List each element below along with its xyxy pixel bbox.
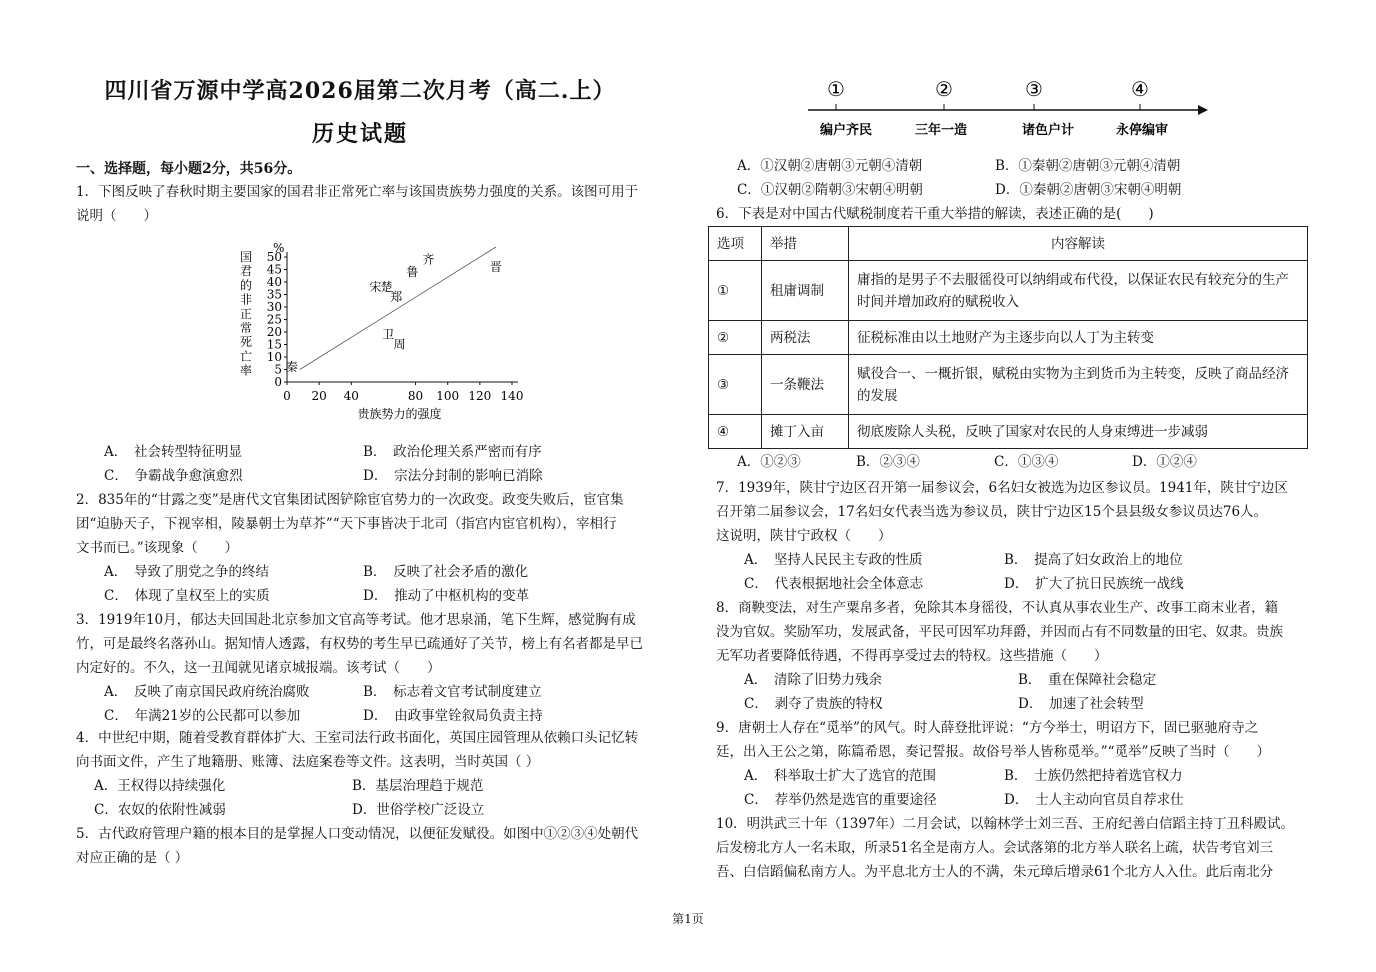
interpretation-line: 的发展 bbox=[857, 387, 898, 404]
y-tick-label: 50 bbox=[266, 250, 282, 264]
q2-option-c[interactable]: C． 体现了皇权至上的实质 bbox=[104, 588, 270, 604]
table-cell-option: ② bbox=[709, 321, 762, 355]
timeline-arrowhead bbox=[1198, 105, 1208, 115]
q8-stem-line3: 无军功者要降低待遇，不得再享受过去的特权。这些措施（ ） bbox=[716, 648, 1108, 664]
x-tick-label: 40 bbox=[343, 389, 359, 403]
y-axis-label-char: 死 bbox=[239, 335, 253, 350]
table-cell-interpretation: 征税标准由以土地财产为主逐步向以人丁为主转变 bbox=[849, 321, 1308, 355]
q2-stem-line1: 2．835年的“甘露之变”是唐代文官集团试图铲除宦官势力的一次政变。政变失败后，宦官集 bbox=[76, 492, 624, 508]
y-tick-label: 25 bbox=[266, 312, 282, 327]
q6-stem: 6．下表是对中国古代赋税制度若干重大举措的解读，表述正确的是( ) bbox=[716, 206, 1154, 222]
point-label-秦: 秦 bbox=[285, 360, 298, 374]
q2-option-d[interactable]: D． 推动了中枢机构的变革 bbox=[363, 588, 530, 604]
table-cell-option: ④ bbox=[709, 415, 762, 449]
timeline-num-2: ② bbox=[935, 77, 953, 101]
q3-option-b[interactable]: B． 标志着文官考试制度建立 bbox=[363, 684, 542, 700]
q5-option-c[interactable]: C．①汉朝②隋朝③宋朝④明朝 bbox=[737, 182, 923, 198]
q7-option-b[interactable]: B． 提高了妇女政治上的地位 bbox=[1004, 552, 1183, 568]
q7-option-c[interactable]: C． 代表根据地社会全体意志 bbox=[744, 576, 924, 592]
table-cell-option: ① bbox=[709, 261, 762, 321]
point-label-周: 周 bbox=[393, 337, 406, 352]
x-axis-label: 贵族势力的强度 bbox=[357, 407, 442, 421]
x-tick-label: 80 bbox=[407, 389, 424, 403]
y-tick-label: 0 bbox=[274, 375, 282, 389]
y-axis-label-char: 正 bbox=[239, 306, 253, 321]
q8-option-b[interactable]: B． 重在保障社会稳定 bbox=[1018, 672, 1157, 688]
q9-option-d[interactable]: D． 士人主动向官员自荐求仕 bbox=[1004, 792, 1184, 808]
q3-option-d[interactable]: D． 由政事堂铨叙局负责主持 bbox=[363, 708, 543, 724]
table-row bbox=[709, 355, 1308, 415]
y-axis-label-char: 国 bbox=[239, 250, 253, 264]
table-cell-interpretation bbox=[849, 261, 1308, 321]
y-tick-label: 5 bbox=[274, 362, 282, 377]
timeline-node-4 bbox=[1116, 77, 1168, 138]
q10-stem-line2: 后发榜北方人一名未取，所录51名全是南方人。会试落第的北方举人联名上疏，状告考官刘三 bbox=[716, 840, 1274, 856]
q6-option-a[interactable]: A．①②③ bbox=[737, 454, 801, 470]
table-cell-option: ③ bbox=[709, 355, 762, 415]
table-header-interpretation: 内容解读 bbox=[849, 227, 1308, 261]
table-row bbox=[709, 415, 1308, 449]
section-heading: 一、选择题，每小题2分，共56分。 bbox=[76, 161, 302, 177]
q4-option-d[interactable]: D．世俗学校广泛设立 bbox=[352, 802, 485, 818]
point-label-卫: 卫 bbox=[382, 327, 395, 342]
point-label-齐: 齐 bbox=[422, 252, 435, 267]
q6-option-d[interactable]: D．①②④ bbox=[1132, 454, 1197, 470]
q1-stem-line1: 1．下图反映了春秋时期主要国家的国君非正常死亡率与该国贵族势力强度的关系。该图可用于 bbox=[76, 184, 639, 200]
table-cell-interpretation: 彻底废除人头税，反映了国家对农民的人身束缚进一步减弱 bbox=[849, 415, 1308, 449]
q5-stem-line2: 对应正确的是（ ） bbox=[76, 850, 189, 866]
q9-stem-line1: 9．唐朝士人存在“觅举”的风气。时人薛登批评说：“方今举士，明诏方下，固已驱驰府寺之 bbox=[716, 720, 1259, 736]
y-unit-label: % bbox=[273, 241, 285, 255]
q4-stem-line2: 向书面文件，产生了地籍册、账簿、法庭案卷等文件。这表明，当时英国（ ） bbox=[76, 754, 540, 770]
q2-stem-line3: 文书而已。”该现象（ ） bbox=[76, 540, 239, 556]
q5-option-a[interactable]: A．①汉朝②唐朝③元朝④清朝 bbox=[737, 158, 923, 174]
timeline-label-2: 三年一造 bbox=[914, 123, 968, 138]
y-tick-label: 20 bbox=[266, 325, 282, 339]
q5-timeline bbox=[800, 74, 1220, 144]
table-header-measure: 举措 bbox=[762, 227, 849, 261]
interpretation-line: 时间并增加政府的赋税收入 bbox=[857, 293, 1019, 310]
timeline-node-3 bbox=[1022, 77, 1074, 138]
table-cell-measure: 租庸调制 bbox=[762, 261, 849, 321]
q7-stem-line3: 这说明，陕甘宁政权（ ） bbox=[716, 528, 892, 544]
q6-table bbox=[708, 226, 1308, 449]
q1-scatter-chart bbox=[232, 232, 532, 432]
timeline-node-1 bbox=[820, 77, 872, 138]
table-cell-measure: 两税法 bbox=[762, 321, 849, 355]
q1-option-d[interactable]: D． 宗法分封制的影响已消除 bbox=[363, 468, 543, 484]
y-tick-label: 35 bbox=[266, 287, 282, 302]
q2-stem-line2: 团“迫胁天子，下视宰相，陵暴朝士为草芥”“天下事皆决于北司（指宫内宦官机构），宰相行 bbox=[76, 516, 617, 532]
q4-option-c[interactable]: C．农奴的依附性减弱 bbox=[94, 802, 226, 818]
table-cell-interpretation bbox=[849, 355, 1308, 415]
table-cell-measure: 摊丁入亩 bbox=[762, 415, 849, 449]
y-axis-label-char: 君 bbox=[239, 264, 253, 279]
point-label-郑: 郑 bbox=[390, 290, 403, 304]
exam-title: 四川省万源中学高2026届第二次月考（高二.上） bbox=[104, 78, 616, 104]
q3-option-a[interactable]: A． 反映了南京国民政府统治腐败 bbox=[104, 684, 310, 700]
interpretation-line: 赋役合一、一概折银，赋税由实物为主到货币为主转变，反映了商品经济 bbox=[857, 365, 1289, 382]
q6-option-b[interactable]: B．②③④ bbox=[856, 454, 920, 470]
y-tick-label: 15 bbox=[266, 337, 282, 352]
q3-stem-line1: 3．1919年10月，郁达夫回国赴北京参加文官高等考试。他才思泉涌，笔下生辉，感觉胸有成 bbox=[76, 612, 636, 628]
y-axis-label-char: 率 bbox=[239, 363, 253, 378]
q9-option-c[interactable]: C． 荐举仍然是选官的重要途径 bbox=[744, 792, 937, 808]
q4-option-a[interactable]: A．王权得以持续强化 bbox=[94, 778, 226, 794]
q4-stem-line1: 4．中世纪中期，随着受教育群体扩大、王室司法行政书面化，英国庄园管理从依赖口头记忆转 bbox=[76, 730, 639, 746]
timeline-label-4: 永停编审 bbox=[1115, 123, 1169, 138]
q8-option-d[interactable]: D． 加速了社会转型 bbox=[1018, 696, 1144, 712]
q7-option-a[interactable]: A． 坚持人民民主专政的性质 bbox=[744, 552, 923, 568]
q7-stem-line2: 召开第二届参议会，17名妇女代表当选为参议员，陕甘宁边区15个县县级女参议员达76人。 bbox=[716, 504, 1268, 520]
timeline-label-3: 诸色户计 bbox=[1021, 123, 1075, 138]
q1-stem-line2: 说明（ ） bbox=[76, 208, 157, 224]
y-tick-label: 40 bbox=[266, 275, 282, 289]
q3-stem-line3: 内定好的。不久，这一丑闻就见诸京城报端。该考试（ ） bbox=[76, 660, 441, 676]
timeline-num-3: ③ bbox=[1025, 77, 1043, 101]
q9-stem-line2: 廷，出入王公之第，陈篇希恩，奏记誓报。故俗号举人皆称觅举。”“觅举”反映了当时（ ） bbox=[716, 744, 1270, 760]
q7-stem-line1: 7．1939年，陕甘宁边区召开第一届参议会，6名妇女被选为边区参议员。1941年，陕甘宁边区 bbox=[716, 480, 1288, 496]
q1-option-c[interactable]: C． 争霸战争愈演愈烈 bbox=[104, 468, 243, 484]
q3-stem-line2: 竹，可是最终名落孙山。据知情人透露，有权势的考生早已疏通好了关节，榜上有名者都是早已 bbox=[76, 636, 643, 652]
timeline-num-4: ④ bbox=[1131, 77, 1149, 101]
point-label-楚: 楚 bbox=[380, 280, 393, 294]
q2-option-b[interactable]: B． 反映了社会矛盾的激化 bbox=[363, 564, 529, 580]
y-tick-label: 30 bbox=[266, 300, 282, 314]
y-tick-label: 10 bbox=[266, 350, 282, 364]
interpretation-line: 庸指的是男子不去服徭役可以纳绢或布代役，以保证农民有较充分的生产 bbox=[857, 271, 1289, 288]
q7-option-d[interactable]: D． 扩大了抗日民族统一战线 bbox=[1004, 576, 1184, 592]
q9-option-a[interactable]: A． 科举取士扩大了选官的范围 bbox=[744, 768, 936, 784]
point-label-晋: 晋 bbox=[489, 260, 502, 274]
table-row bbox=[709, 261, 1308, 321]
q5-stem-line1: 5．古代政府管理户籍的根本目的是掌握人口变动情况，以便征发赋役。如图中①②③④处朝代 bbox=[76, 826, 639, 842]
table-header-option: 选项 bbox=[709, 227, 762, 261]
table-header-row bbox=[709, 227, 1308, 261]
table-cell-measure: 一条鞭法 bbox=[762, 355, 849, 415]
point-label-鲁: 鲁 bbox=[406, 265, 419, 279]
y-axis-label-char: 亡 bbox=[239, 349, 253, 364]
q9-option-b[interactable]: B． 士族仍然把持着选官权力 bbox=[1004, 768, 1183, 784]
q5-option-d[interactable]: D．①秦朝②唐朝③宋朝④明朝 bbox=[995, 182, 1182, 198]
q1-option-b[interactable]: B． 政治伦理关系严密而有序 bbox=[363, 444, 542, 460]
exam-subtitle: 历史试题 bbox=[311, 121, 408, 147]
timeline-num-1: ① bbox=[827, 77, 845, 101]
q1-option-a[interactable]: A． 社会转型特征明显 bbox=[104, 444, 242, 460]
page-number: 第1页 bbox=[672, 912, 704, 926]
q4-option-b[interactable]: B．基层治理趋于规范 bbox=[352, 778, 484, 794]
x-tick-label: 0 bbox=[283, 389, 291, 403]
timeline-label-1: 编户齐民 bbox=[819, 123, 873, 138]
y-axis-label-char: 的 bbox=[239, 278, 253, 293]
q5-option-b[interactable]: B．①秦朝②唐朝③元朝④清朝 bbox=[995, 158, 1181, 174]
q8-stem-line2: 没为官奴。奖励军功，发展武备，平民可因军功拜爵，并因而占有不同数量的田宅、奴隶。贵族 bbox=[716, 624, 1283, 640]
x-tick-label: 140 bbox=[500, 389, 524, 403]
point-label-宋: 宋 bbox=[369, 280, 382, 294]
x-tick-label: 120 bbox=[468, 389, 492, 403]
q8-option-a[interactable]: A． 清除了旧势力残余 bbox=[744, 672, 882, 688]
q3-option-c[interactable]: C． 年满21岁的公民都可以参加 bbox=[104, 708, 301, 724]
x-tick-label: 100 bbox=[436, 389, 460, 403]
y-tick-label: 45 bbox=[266, 262, 282, 277]
y-axis-label-char: 常 bbox=[239, 321, 253, 335]
x-tick-label: 20 bbox=[311, 389, 327, 403]
timeline-node-2 bbox=[915, 77, 967, 138]
q2-option-a[interactable]: A． 导致了朋党之争的终结 bbox=[104, 564, 269, 580]
q8-stem-line1: 8．商鞅变法，对生产粟帛多者，免除其本身徭役，不认真从事农业生产、改事工商末业者，籍 bbox=[716, 600, 1279, 616]
q6-option-c[interactable]: C．①③④ bbox=[994, 454, 1059, 470]
y-axis-label-char: 非 bbox=[239, 292, 253, 307]
q10-stem-line3: 吾、白信蹈偏私南方人。为平息北方士人的不满，朱元璋后增录61个北方人入仕。此后南北分 bbox=[716, 864, 1274, 880]
q8-option-c[interactable]: C． 剥夺了贵族的特权 bbox=[744, 696, 883, 712]
table-row bbox=[709, 321, 1308, 355]
q10-stem-line1: 10．明洪武三十年（1397年）二月会试，以翰林学士刘三吾、王府纪善白信蹈主持丁丑科殿试。 bbox=[716, 816, 1295, 832]
